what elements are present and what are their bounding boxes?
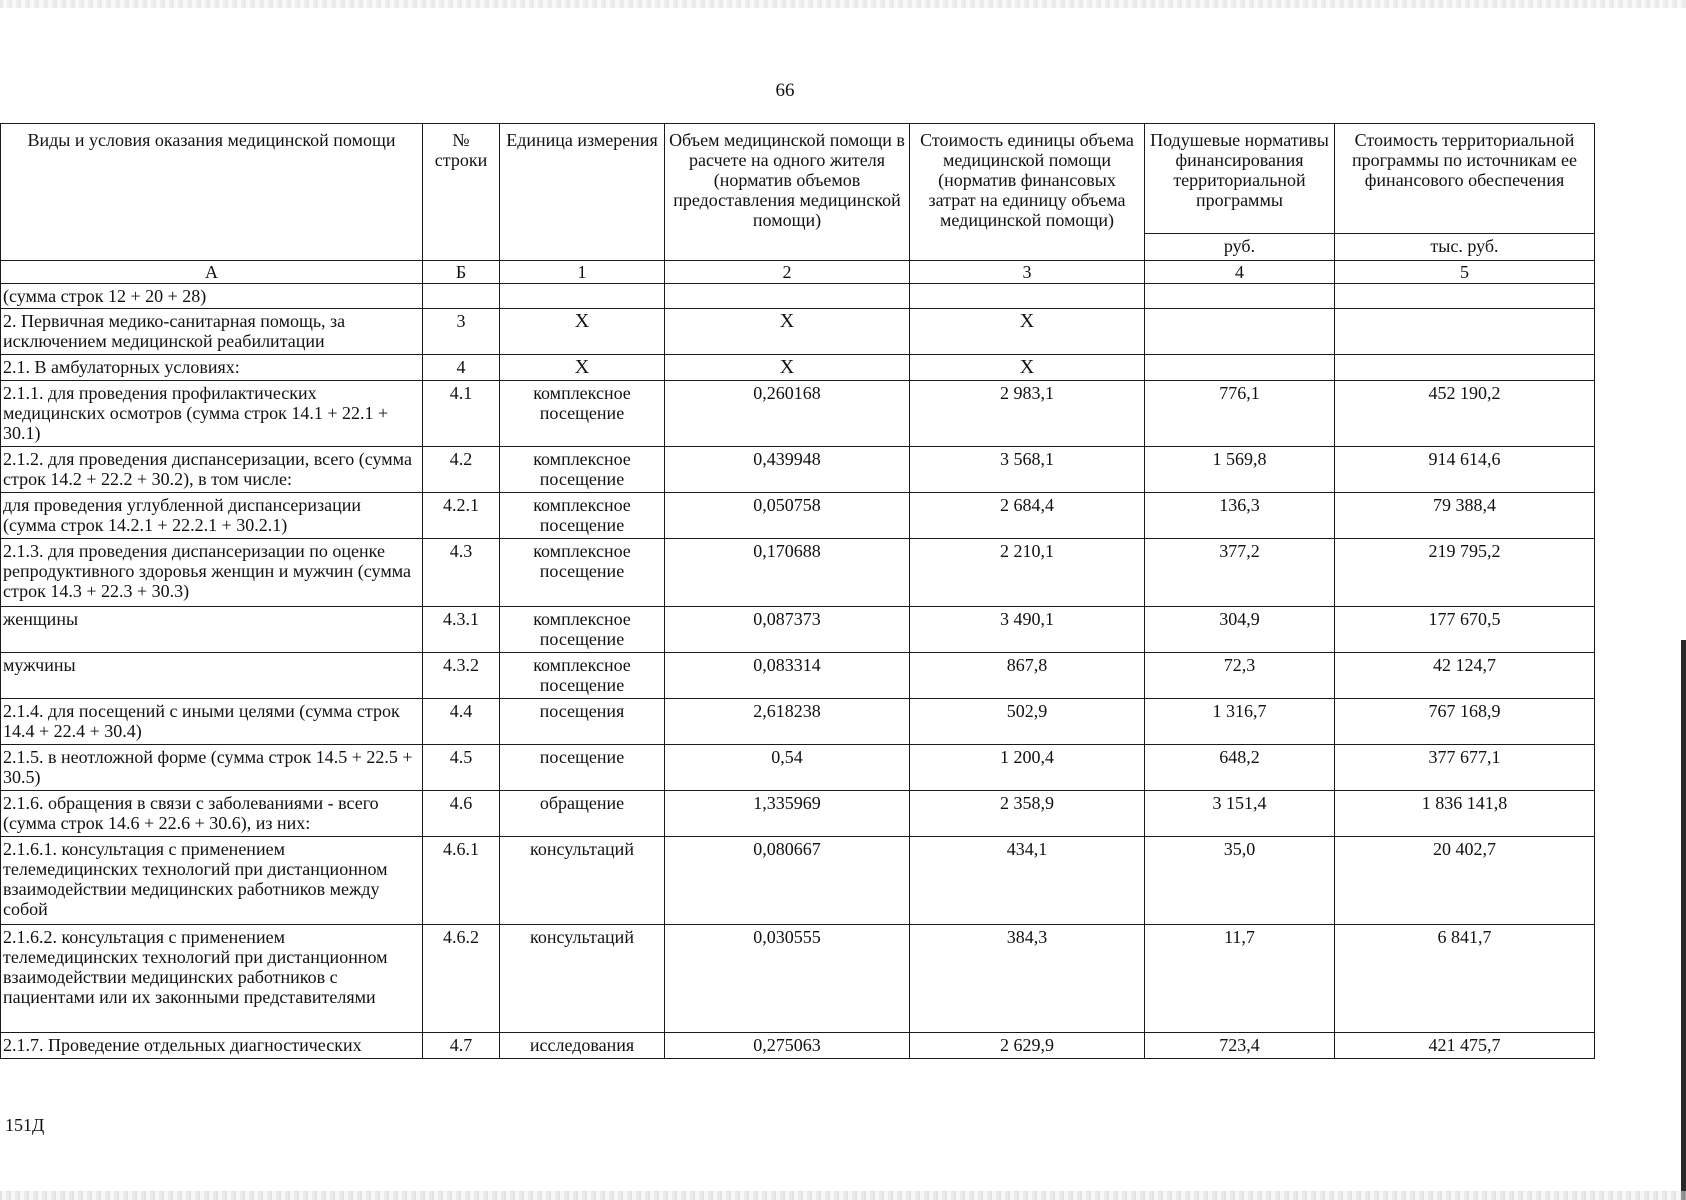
row-unit-cost: 2 210,1	[910, 539, 1145, 607]
header-row	[1, 124, 1595, 234]
row-unit: комплексное посещение	[500, 447, 665, 493]
row-volume: 0,170688	[665, 539, 910, 607]
table-row	[1, 381, 1595, 447]
table-row	[1, 745, 1595, 791]
row-per-capita: 1 569,8	[1145, 447, 1335, 493]
row-description: (сумма строк 12 + 20 + 28)	[1, 284, 423, 309]
table-row	[1, 925, 1595, 1033]
row-line-number: 4.1	[423, 381, 500, 447]
row-total-cost: 767 168,9	[1335, 699, 1595, 745]
row-per-capita: 72,3	[1145, 653, 1335, 699]
row-description: 2.1.6. обращения в связи с заболеваниями - всего (сумма строк 14.6 + 22.6 + 30.6), из них:	[1, 791, 423, 837]
row-unit: Х	[500, 355, 665, 381]
row-unit-cost: 1 200,4	[910, 745, 1145, 791]
row-per-capita	[1145, 284, 1335, 309]
row-total-cost: 79 388,4	[1335, 493, 1595, 539]
row-volume: 0,54	[665, 745, 910, 791]
row-unit: комплексное посещение	[500, 607, 665, 653]
row-unit: комплексное посещение	[500, 493, 665, 539]
row-total-cost: 219 795,2	[1335, 539, 1595, 607]
table-row	[1, 1033, 1595, 1059]
row-unit: консультаций	[500, 837, 665, 925]
row-unit-cost: 2 629,9	[910, 1033, 1145, 1059]
unit-rub: руб.	[1145, 234, 1335, 261]
row-line-number: 4.6	[423, 791, 500, 837]
column-index: Б	[423, 261, 500, 284]
row-volume: 0,439948	[665, 447, 910, 493]
row-line-number: 4.2.1	[423, 493, 500, 539]
row-per-capita: 304,9	[1145, 607, 1335, 653]
row-volume: 0,275063	[665, 1033, 910, 1059]
table-row	[1, 493, 1595, 539]
row-line-number: 4.2	[423, 447, 500, 493]
row-unit: обращение	[500, 791, 665, 837]
table-row	[1, 539, 1595, 607]
row-total-cost: 421 475,7	[1335, 1033, 1595, 1059]
row-description: 2.1.5. в неотложной форме (сумма строк 14.5 + 22.5 + 30.5)	[1, 745, 423, 791]
row-volume: 0,260168	[665, 381, 910, 447]
row-line-number: 4.6.2	[423, 925, 500, 1033]
row-description: 2. Первичная медико-санитарная помощь, за исключением медицинской реабилитации	[1, 309, 423, 355]
row-unit: комплексное посещение	[500, 381, 665, 447]
column-index: 3	[910, 261, 1145, 284]
program-cost-table	[0, 123, 1595, 1059]
row-description: 2.1.4. для посещений с иными целями (сумма строк 14.4 + 22.4 + 30.4)	[1, 699, 423, 745]
column-index: А	[1, 261, 423, 284]
row-line-number: 4.3.2	[423, 653, 500, 699]
row-description: мужчины	[1, 653, 423, 699]
column-index: 4	[1145, 261, 1335, 284]
row-description: 2.1. В амбулаторных условиях:	[1, 355, 423, 381]
row-unit-cost: 2 358,9	[910, 791, 1145, 837]
row-per-capita: 35,0	[1145, 837, 1335, 925]
row-unit-cost: Х	[910, 309, 1145, 355]
row-description: 2.1.3. для проведения диспансеризации по оценке репродуктивного здоровья женщин и мужчин (сумма строк 14.3 + 22.3 + 30.3)	[1, 539, 423, 607]
column-index-row	[1, 261, 1595, 284]
scan-edge-top	[0, 0, 1686, 8]
header-volume: Объем медицинской помощи в расчете на одного жителя (норматив объемов предоставления медицинской помощи)	[665, 124, 910, 261]
row-volume: 0,050758	[665, 493, 910, 539]
row-total-cost: 42 124,7	[1335, 653, 1595, 699]
row-unit-cost	[910, 284, 1145, 309]
row-unit: комплексное посещение	[500, 653, 665, 699]
table-row	[1, 699, 1595, 745]
row-description: для проведения углубленной диспансеризации (сумма строк 14.2.1 + 22.2.1 + 30.2.1)	[1, 493, 423, 539]
row-unit: исследования	[500, 1033, 665, 1059]
row-total-cost: 6 841,7	[1335, 925, 1595, 1033]
header-line-number: № строки	[423, 124, 500, 261]
row-total-cost: 1 836 141,8	[1335, 791, 1595, 837]
row-unit-cost: 3 490,1	[910, 607, 1145, 653]
row-volume	[665, 284, 910, 309]
row-unit-cost: Х	[910, 355, 1145, 381]
row-total-cost: 177 670,5	[1335, 607, 1595, 653]
row-volume: Х	[665, 309, 910, 355]
table-row	[1, 791, 1595, 837]
row-unit: посещения	[500, 699, 665, 745]
row-unit: комплексное посещение	[500, 539, 665, 607]
row-total-cost	[1335, 309, 1595, 355]
page-number: 66	[775, 80, 795, 101]
row-unit-cost: 384,3	[910, 925, 1145, 1033]
header-care-type: Виды и условия оказания медицинской помощи	[1, 124, 423, 261]
row-per-capita: 11,7	[1145, 925, 1335, 1033]
row-per-capita: 723,4	[1145, 1033, 1335, 1059]
table-row	[1, 309, 1595, 355]
row-description: 2.1.1. для проведения профилактических медицинских осмотров (сумма строк 14.1 + 22.1 + 30.1)	[1, 381, 423, 447]
row-unit	[500, 284, 665, 309]
row-total-cost: 452 190,2	[1335, 381, 1595, 447]
row-total-cost	[1335, 284, 1595, 309]
row-volume: 0,080667	[665, 837, 910, 925]
row-line-number	[423, 284, 500, 309]
row-description: 2.1.2. для проведения диспансеризации, всего (сумма строк 14.2 + 22.2 + 30.2), в том числе:	[1, 447, 423, 493]
row-description: 2.1.6.1. консультация с применением телемедицинских технологий при дистанционном взаимодействии медицинских работников между собой	[1, 837, 423, 925]
row-per-capita: 776,1	[1145, 381, 1335, 447]
row-unit: Х	[500, 309, 665, 355]
row-per-capita	[1145, 309, 1335, 355]
row-total-cost	[1335, 355, 1595, 381]
row-total-cost: 377 677,1	[1335, 745, 1595, 791]
table-row	[1, 837, 1595, 925]
row-line-number: 4.6.1	[423, 837, 500, 925]
column-index: 2	[665, 261, 910, 284]
row-per-capita: 136,3	[1145, 493, 1335, 539]
footer-code: 151Д	[5, 1115, 45, 1135]
row-description: 2.1.6.2. консультация с применением телемедицинских технологий при дистанционном взаимодействии медицинских работников с пациентами или их законными представителями	[1, 925, 423, 1033]
column-index: 1	[500, 261, 665, 284]
row-per-capita: 3 151,4	[1145, 791, 1335, 837]
row-line-number: 3	[423, 309, 500, 355]
row-per-capita: 1 316,7	[1145, 699, 1335, 745]
scan-edge-bottom	[0, 1191, 1686, 1200]
row-per-capita: 377,2	[1145, 539, 1335, 607]
header-total-cost: Стоимость территориальной программы по источникам ее финансового обеспечения	[1335, 124, 1595, 234]
unit-thousand-rub: тыс. руб.	[1335, 234, 1595, 261]
row-line-number: 4.3	[423, 539, 500, 607]
row-unit-cost: 867,8	[910, 653, 1145, 699]
row-volume: Х	[665, 355, 910, 381]
row-line-number: 4.3.1	[423, 607, 500, 653]
table-row	[1, 284, 1595, 309]
row-unit-cost: 502,9	[910, 699, 1145, 745]
row-description: 2.1.7. Проведение отдельных диагностических	[1, 1033, 423, 1059]
row-unit-cost: 2 983,1	[910, 381, 1145, 447]
row-description: женщины	[1, 607, 423, 653]
row-per-capita	[1145, 355, 1335, 381]
row-volume: 0,087373	[665, 607, 910, 653]
scan-edge-right	[1681, 640, 1686, 1200]
table-row	[1, 355, 1595, 381]
row-unit-cost: 3 568,1	[910, 447, 1145, 493]
row-per-capita: 648,2	[1145, 745, 1335, 791]
row-line-number: 4.7	[423, 1033, 500, 1059]
table-row	[1, 653, 1595, 699]
table-row	[1, 607, 1595, 653]
row-volume: 2,618238	[665, 699, 910, 745]
row-total-cost: 914 614,6	[1335, 447, 1595, 493]
table-row	[1, 447, 1595, 493]
row-unit-cost: 2 684,4	[910, 493, 1145, 539]
row-volume: 0,083314	[665, 653, 910, 699]
header-unit-cost: Стоимость единицы объема медицинской помощи (норматив финансовых затрат на единицу объема медицинской помощи)	[910, 124, 1145, 261]
row-unit-cost: 434,1	[910, 837, 1145, 925]
column-index: 5	[1335, 261, 1595, 284]
row-line-number: 4.5	[423, 745, 500, 791]
header-per-capita: Подушевые нормативы финансирования территориальной программы	[1145, 124, 1335, 234]
row-line-number: 4	[423, 355, 500, 381]
row-line-number: 4.4	[423, 699, 500, 745]
row-unit: посещение	[500, 745, 665, 791]
row-unit: консультаций	[500, 925, 665, 1033]
row-volume: 0,030555	[665, 925, 910, 1033]
header-unit: Единица измерения	[500, 124, 665, 261]
row-volume: 1,335969	[665, 791, 910, 837]
row-total-cost: 20 402,7	[1335, 837, 1595, 925]
